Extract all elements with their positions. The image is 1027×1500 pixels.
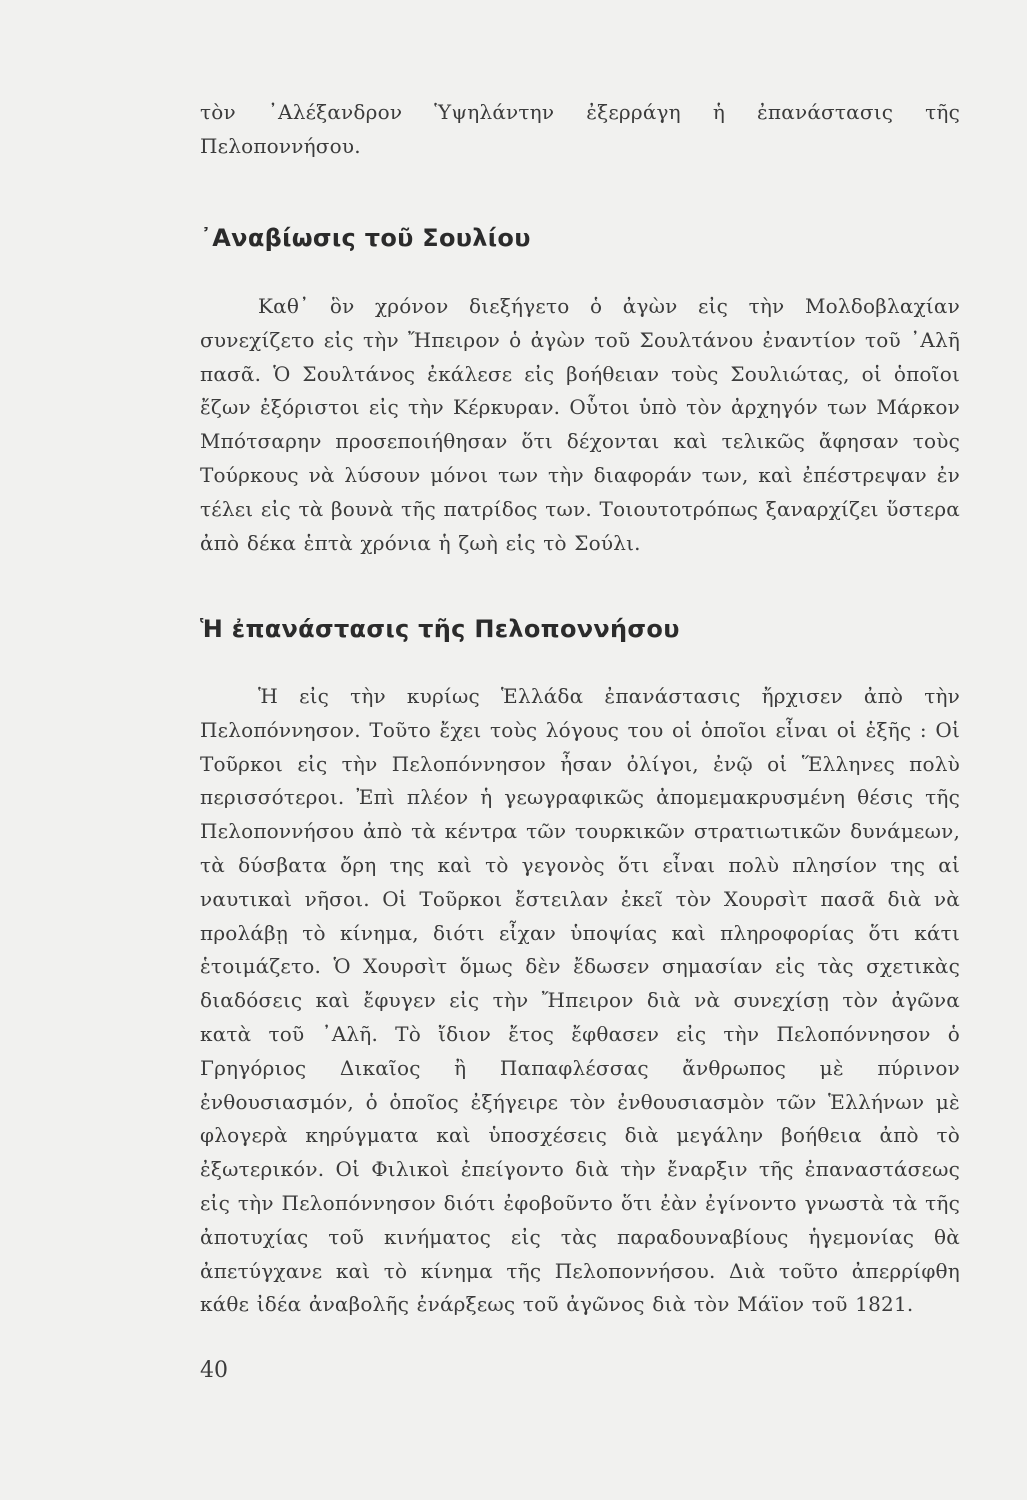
intro-paragraph: τὸν ᾿Αλέξανδρον Ὑψηλάντην ἐξερράγη ἡ ἐπανάστασις τῆς Πελοποννήσου. [200,100,960,158]
page-number: 40 [200,1358,228,1383]
paragraph-souli: Καθ᾿ ὃν χρόνον διεξήγετο ὁ ἀγὼν εἰς τὴν Μολδοβλαχίαν συνεχίζετο εἰς τὴν Ἤπειρον ὁ ἀγὼν τοῦ Σουλτάνου ἐναντίον τοῦ ᾿Αλῆ πασᾶ. Ὁ Σουλτάνος ἐκάλεσε εἰς βοήθειαν τοὺς Σουλιώτας, οἱ ὁποῖοι ἔζων ἐξόριστοι εἰς τὴν Κέρκυραν. Οὗτοι ὑπὸ τὸν ἀρχηγόν των Μάρκον Μπότσαρην προσεποιήθησαν ὅτι δέχονται καὶ τελικῶς ἄφησαν τοὺς Τούρκους νὰ λύσουν μόνοι των τὴν διαφοράν των, καὶ ἐπέστρεψαν ἐν τέλει εἰς τὰ βουνὰ τῆς πατρίδος των. Τοιουτοτρόπως ξαναρχίζει ὕστερα ἀπὸ δέκα ἑπτὰ χρόνια ἡ ζωὴ εἰς τὸ Σούλι. [200,294,960,555]
paragraph-peloponnese: Ἡ εἰς τὴν κυρίως Ἑλλάδα ἐπανάστασις ἤρχισεν ἀπὸ τὴν Πελοπόννησον. Τοῦτο ἔχει τοὺς λόγους του οἱ ὁποῖοι εἶναι οἱ ἑξῆς : Οἱ Τοῦρκοι εἰς τὴν Πελοπόννησον ἦσαν ὀλίγοι, ἐνῷ οἱ Ἕλληνες πολὺ περισσότεροι. Ἐπὶ πλέον ἡ γεωγραφικῶς ἀπομεμακρυσμένη θέσις τῆς Πελοποννήσου ἀπὸ τὰ κέντρα τῶν τουρκικῶν στρατιωτικῶν δυνάμεων, τὰ δύσβατα ὄρη της καὶ τὸ γεγονὸς ὅτι εἶναι πολὺ πλησίον της αἱ ναυτικαὶ νῆσοι. Οἱ Τοῦρκοι ἔστειλαν ἐκεῖ τὸν Χουρσὶτ πασᾶ διὰ νὰ προλάβῃ τὸ κίνημα, διότι εἶχαν ὑποψίας καὶ πληροφορίας ὅτι κάτι ἑτοιμάζετο. Ὁ Χουρσὶτ ὅμως δὲν ἔδωσεν σημασίαν εἰς τὰς σχετικὰς διαδόσεις καὶ ἔφυγεν εἰς τὴν Ἤπειρον διὰ νὰ συνεχίσῃ τὸν ἀγῶνα κατὰ τοῦ ᾿Αλῆ. Τὸ ἴδιον ἔτος ἔφθασεν εἰς τὴν Πελοπόννησον ὁ Γρηγόριος Δικαῖος ἢ Παπαφλέσσας ἄνθρωπος μὲ πύρινον ἐνθουσιασμόν, ὁ ὁποῖος ἐξήγειρε τὸν ἐνθουσιασμὸν τῶν Ἑλλήνων μὲ φλογερὰ κηρύγματα καὶ ὑποσχέσεις διὰ μεγάλην βοήθεια ἀπὸ τὸ ἐξωτερικόν. Οἱ Φιλικοὶ ἐπείγοντο διὰ τὴν ἔναρξιν τῆς ἐπαναστάσεως εἰς τὴν Πελοπόννησον διότι ἐφοβοῦντο ὅτι ἐὰν ἐγίνοντο γνωστὰ τὰ τῆς ἀποτυχίας τοῦ κινήματος εἰς τὰς παραδουναβίους ἡγεμονίας θὰ ἀπετύγχανε καὶ τὸ κίνημα τῆς Πελοποννήσου. Διὰ τοῦτο ἀπερρίφθη κάθε ἰδέα ἀναβολῆς ἐνάρξεως τοῦ ἀγῶνος διὰ τὸν Μάϊον τοῦ 1821. [200,684,960,1317]
section-title-souli: ᾿Αναβίωσις τοῦ Σουλίου [200,224,531,252]
section-body-peloponnese [200,680,960,1322]
section-body-souli [200,290,960,560]
section-title-peloponnese: Ἡ ἐπανάστασις τῆς Πελοποννήσου [200,615,680,643]
